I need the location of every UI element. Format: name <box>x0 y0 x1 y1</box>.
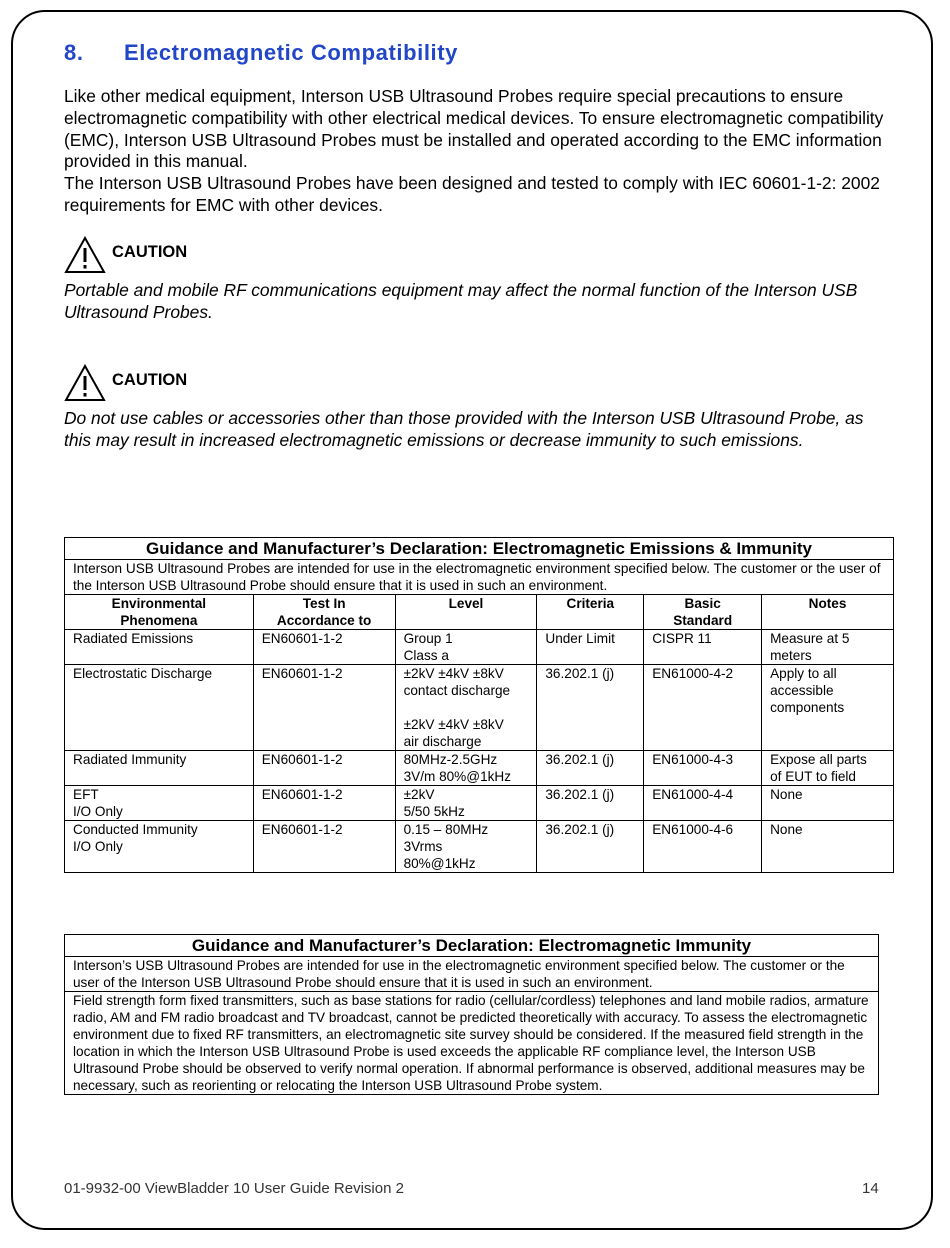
table-cell <box>395 786 537 821</box>
cell-line: EN61000-4-2 <box>652 666 734 681</box>
table-cell <box>537 821 644 873</box>
cell-line: EN60601-1-2 <box>261 752 343 767</box>
cell-line: ±2kV <box>403 787 435 802</box>
table1-column-header <box>253 595 395 630</box>
cell-line: Measure at 5 <box>770 631 850 646</box>
cell-line: EFT <box>73 787 99 802</box>
table1-body <box>65 630 894 873</box>
table-cell <box>762 630 894 665</box>
table-cell <box>253 821 395 873</box>
table-cell <box>65 665 254 751</box>
cell-line: components <box>770 700 845 715</box>
cell-line: Test In <box>302 596 346 611</box>
table2-body: Field strength form fixed transmitters, such as base stations for radio (cellular/cordless) telephones and land mobile radios, armature radio, AM and FM radio broadcast and TV broadcast, cannot be predicted theoretically with accuracy. To assess the electromagnetic environment due to fixed RF transmitters, an electromagnetic site survey should be considered. If the measured field strength in the location in which the Interson USB Ultrasound Probe is used exceeds the applicable RF compliance level, the Interson USB Ultrasound Probe should be observed to verify normal operation. If abnormal performance is observed, additional measures may be necessary, such as reorienting or relocating the Interson USB Ultrasound Probe system. <box>65 992 879 1095</box>
caution-label: CAUTION <box>112 371 188 389</box>
table-cell <box>65 751 254 786</box>
cell-line: EN60601-1-2 <box>261 666 343 681</box>
table-cell <box>395 665 537 751</box>
table-row <box>65 786 894 821</box>
table2-intro: Interson’s USB Ultrasound Probes are intended for use in the electromagnetic environment specified below. The customer or the user of the Interson USB Ultrasound Probe should ensure that it is used in such an environment. <box>65 957 879 992</box>
cell-line: EN60601-1-2 <box>261 822 343 837</box>
cell-line: None <box>770 787 803 802</box>
table1-header-row <box>65 595 894 630</box>
table-cell <box>253 751 395 786</box>
emissions-immunity-table <box>64 537 894 873</box>
table-cell <box>644 630 762 665</box>
cell-line: EN61000-4-6 <box>652 822 734 837</box>
cell-line: Group 1 <box>403 631 453 646</box>
cell-line: 36.202.1 (j) <box>545 822 615 837</box>
table-cell <box>395 751 537 786</box>
table-cell <box>762 821 894 873</box>
cell-line: EN60601-1-2 <box>261 631 343 646</box>
footer-document-title: 01-9932-00 ViewBladder 10 User Guide Revision 2 <box>64 1180 404 1197</box>
table-row <box>65 751 894 786</box>
table-cell <box>644 751 762 786</box>
table-cell <box>253 786 395 821</box>
cell-line: 5/50 5kHz <box>403 804 465 819</box>
footer-page-number: 14 <box>862 1180 879 1197</box>
cell-line: I/O Only <box>73 804 123 819</box>
cell-line: 36.202.1 (j) <box>545 752 615 767</box>
caution-header-2 <box>64 364 187 400</box>
cell-line: Notes <box>808 596 847 611</box>
cell-line: Apply to all <box>770 666 837 681</box>
cell-line: Basic <box>684 596 721 611</box>
caution-header-1 <box>64 236 187 272</box>
table-cell <box>762 665 894 751</box>
table-cell <box>395 630 537 665</box>
section-number: 8. <box>64 40 84 65</box>
warning-triangle-icon <box>64 364 106 402</box>
table-cell <box>395 821 537 873</box>
table-cell <box>537 751 644 786</box>
cell-line: 0.15 – 80MHz <box>403 822 489 837</box>
caution-label: CAUTION <box>112 243 188 261</box>
table-row <box>65 630 894 665</box>
cell-line: 3V/m 80%@1kHz <box>403 769 512 784</box>
intro-text <box>64 86 894 217</box>
table-cell <box>65 786 254 821</box>
cell-line: Radiated Immunity <box>73 752 187 767</box>
cell-line: Criteria <box>566 596 615 611</box>
table1-column-header <box>395 595 537 630</box>
cell-line: CISPR 11 <box>652 631 712 646</box>
table-cell <box>762 751 894 786</box>
table-cell <box>65 630 254 665</box>
cell-line: EN61000-4-4 <box>652 787 734 802</box>
table-cell <box>253 665 395 751</box>
cell-line: 80%@1kHz <box>403 856 476 871</box>
cell-line: EN60601-1-2 <box>261 787 343 802</box>
table-cell <box>762 786 894 821</box>
cell-line: Conducted Immunity <box>73 822 198 837</box>
cell-line: of EUT to field <box>770 769 856 784</box>
cell-line <box>404 699 529 716</box>
cell-line: Standard <box>673 613 733 628</box>
cell-line: meters <box>770 648 812 663</box>
immunity-table <box>64 934 879 1095</box>
cell-line: ±2kV ±4kV ±8kV <box>403 666 504 681</box>
table-cell <box>537 665 644 751</box>
table2-title: Guidance and Manufacturer’s Declaration: Electromagnetic Immunity <box>65 935 879 957</box>
table-cell <box>644 786 762 821</box>
cell-line: 36.202.1 (j) <box>545 787 615 802</box>
section-heading <box>64 40 458 66</box>
cell-line: Phenomena <box>120 613 198 628</box>
table1-column-header <box>537 595 644 630</box>
cell-line: None <box>770 822 803 837</box>
table-cell <box>65 821 254 873</box>
section-title: Electromagnetic Compatibility <box>124 40 459 65</box>
warning-triangle-icon <box>64 236 106 274</box>
table-row <box>65 665 894 751</box>
cell-line: 3Vrms <box>403 839 443 854</box>
table1-column-header <box>762 595 894 630</box>
cell-line: air discharge <box>403 734 482 749</box>
caution-text-1: Portable and mobile RF communications equipment may affect the normal function of the Interson USB Ultrasound Probes. <box>64 280 858 322</box>
cell-line: I/O Only <box>73 839 123 854</box>
table1-column-header <box>644 595 762 630</box>
table-cell <box>644 665 762 751</box>
cell-line: Environmental <box>111 596 207 611</box>
cell-line: contact discharge <box>403 683 511 698</box>
table1-title: Guidance and Manufacturer’s Declaration: Electromagnetic Emissions & Immunity <box>65 538 894 560</box>
table-cell <box>253 630 395 665</box>
cell-line: accessible <box>770 683 834 698</box>
table-cell <box>644 821 762 873</box>
cell-line: 80MHz-2.5GHz <box>403 752 498 767</box>
intro-paragraph-1: Like other medical equipment, Interson USB Ultrasound Probes require special precautions to ensure electromagnetic compatibility with other electrical medical devices. To ensure electromagnetic compatibility (EMC), Interson USB Ultrasound Probes must be installed and operated according to the EMC information provided in this manual. <box>64 86 884 172</box>
cell-line: Level <box>448 596 484 611</box>
cell-line: 36.202.1 (j) <box>545 666 615 681</box>
caution-text-2: Do not use cables or accessories other than those provided with the Interson USB Ultrasound Probe, as this may result in increased electromagnetic emissions or decrease immunity to such emissions. <box>64 408 864 450</box>
table1-intro: Interson USB Ultrasound Probes are intended for use in the electromagnetic environment specified below. The customer or the user of the Interson USB Ultrasound Probe should ensure that it is used in such an environment. <box>65 560 894 595</box>
table-cell <box>537 786 644 821</box>
cell-line: Accordance to <box>276 613 372 628</box>
table1-column-header <box>65 595 254 630</box>
cell-line: Expose all parts <box>770 752 867 767</box>
cell-line: Radiated Emissions <box>73 631 194 646</box>
intro-paragraph-2: The Interson USB Ultrasound Probes have been designed and tested to comply with IEC 60601-1-2: 2002 requirements for EMC with other devices. <box>64 173 880 215</box>
cell-line: Class a <box>403 648 449 663</box>
cell-line: ±2kV ±4kV ±8kV <box>403 717 504 732</box>
table-row <box>65 821 894 873</box>
cell-line: Under Limit <box>545 631 615 646</box>
cell-line: Electrostatic Discharge <box>73 666 213 681</box>
table-cell <box>537 630 644 665</box>
cell-line: EN61000-4-3 <box>652 752 734 767</box>
